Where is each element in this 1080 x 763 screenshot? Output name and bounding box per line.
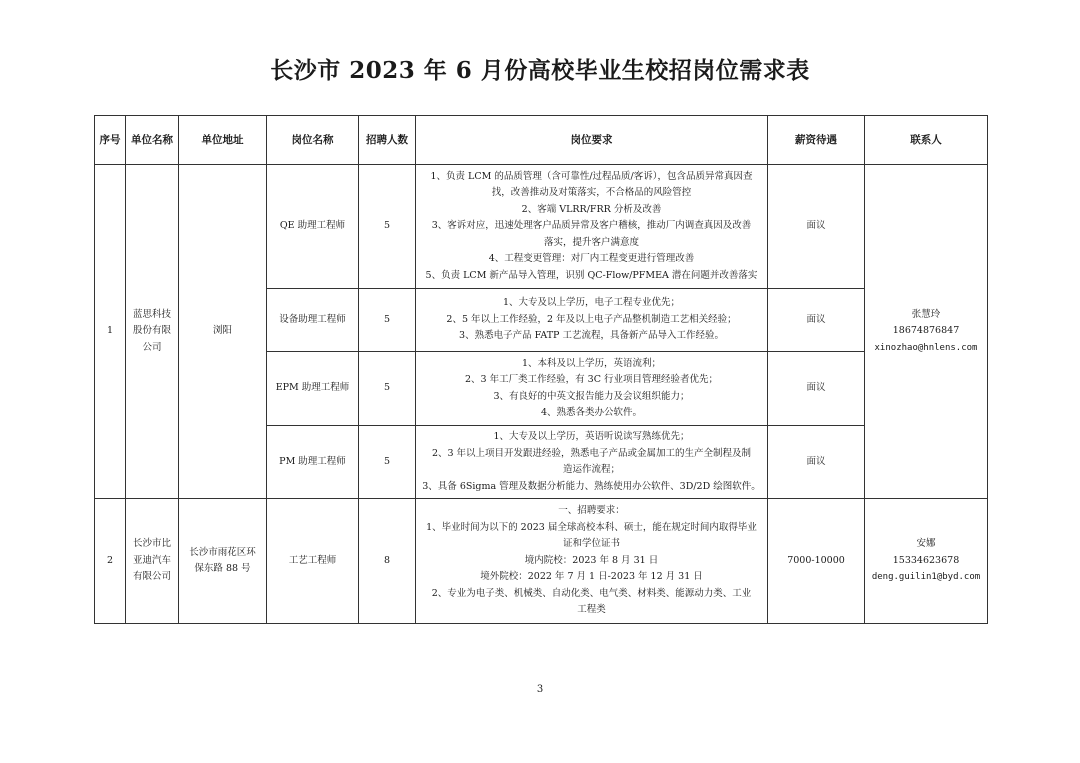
requirements-cell: 1、本科及以上学历，英语流利； 2、3 年工厂类工作经验，有 3C 行业项目管理经验者优先； 3、有良好的中英文报告能力及会议组织能力； 4、熟悉各类办公软件。 [416, 352, 768, 426]
requirements-cell: 1、负责 LCM 的品质管理（含可靠性/过程品质/客诉），包含品质异常真因查 找，改善推动及对策落实，不合格品的风险管控 2、客端 VLRR/FRR 分析及改善 3、客诉对应，迅速处理客户品质异常及客户稽核，推动厂内调查真因及改善 落实，提升客户满意度 4、工程变更管理：对厂内工程变更进行管理改善 5、负责 LCM 新产品导入管理，识别 QC-Flow/PFMEA 潜在问题并改善落实 [416, 165, 768, 289]
contact-name: 安娜 [916, 538, 936, 550]
company-name-cell: 长沙市比 亚迪汽车 有限公司 [126, 499, 179, 624]
position-count-cell: 5 [359, 426, 416, 499]
position-title-cell: PM 助理工程师 [267, 426, 359, 499]
position-count-cell: 5 [359, 289, 416, 352]
header-company: 单位名称 [126, 116, 179, 165]
contact-cell [865, 165, 988, 499]
seq-cell: 1 [95, 165, 126, 499]
position-count-cell: 5 [359, 165, 416, 289]
seq-cell: 2 [95, 499, 126, 624]
requirements-cell: 1、大专及以上学历，电子工程专业优先； 2、5 年以上工作经验，2 年及以上电子产品整机制造工艺相关经验； 3、熟悉电子产品 FATP 工艺流程，具备新产品导入工作经验。 [416, 289, 768, 352]
company-address-cell: 浏阳 [179, 165, 267, 499]
position-title-cell: 工艺工程师 [267, 499, 359, 624]
position-count-cell: 5 [359, 352, 416, 426]
header-position: 岗位名称 [267, 116, 359, 165]
requirements-cell: 1、大专及以上学历，英语听说读写熟练优先； 2、3 年以上项目开发跟进经验，熟悉电子产品或金属加工的生产全制程及制 造运作流程； 3、具备 6Sigma 管理及数据分析能力、熟练使用办公软件、3D/2D 绘图软件。 [416, 426, 768, 499]
position-title-cell: EPM 助理工程师 [267, 352, 359, 426]
contact-phone: 15334623678 [892, 554, 960, 566]
salary-cell: 面议 [768, 352, 865, 426]
contact-name: 张慧玲 [911, 308, 941, 320]
header-requirements: 岗位要求 [416, 116, 768, 165]
salary-cell: 面议 [768, 165, 865, 289]
company-address-cell: 长沙市雨花区环 保东路 88 号 [179, 499, 267, 624]
header-count: 招聘人数 [359, 116, 416, 165]
company-name-cell: 蓝思科技 股份有限 公司 [126, 165, 179, 499]
requirements-cell: 一、招聘要求： 1、毕业时间为以下的 2023 届全球高校本科、硕士，能在规定时间内取得毕业 证和学位证书 境内院校：2023 年 8 月 31 日 境外院校：2022 年 7 月 1 日-2023 年 12 月 31 日 2、专业为电子类、机械类、自动化类、电气类、材料类、能源动力类、工业 工程类 [416, 499, 768, 624]
table-row [95, 499, 988, 624]
contact-email: xinozhao@hnlens.com [874, 342, 978, 353]
salary-cell: 7000-10000 [768, 499, 865, 624]
header-salary: 薪资待遇 [768, 116, 865, 165]
header-address: 单位地址 [179, 116, 267, 165]
contact-cell [865, 499, 988, 624]
page-number: 3 [536, 684, 544, 695]
position-title-cell: QE 助理工程师 [267, 165, 359, 289]
salary-cell: 面议 [768, 289, 865, 352]
table-row [95, 165, 988, 289]
position-count-cell: 8 [359, 499, 416, 624]
position-title-cell: 设备助理工程师 [267, 289, 359, 352]
document-title: 长沙市 2023 年 6 月份高校毕业生校招岗位需求表 [270, 57, 810, 84]
salary-cell: 面议 [768, 426, 865, 499]
contact-email: deng.guilin1@byd.com [871, 572, 981, 583]
contact-phone: 18674876847 [892, 325, 960, 337]
header-contact: 联系人 [865, 116, 988, 165]
header-seq: 序号 [95, 116, 126, 165]
header-row [95, 116, 988, 165]
recruitment-table [94, 115, 988, 624]
